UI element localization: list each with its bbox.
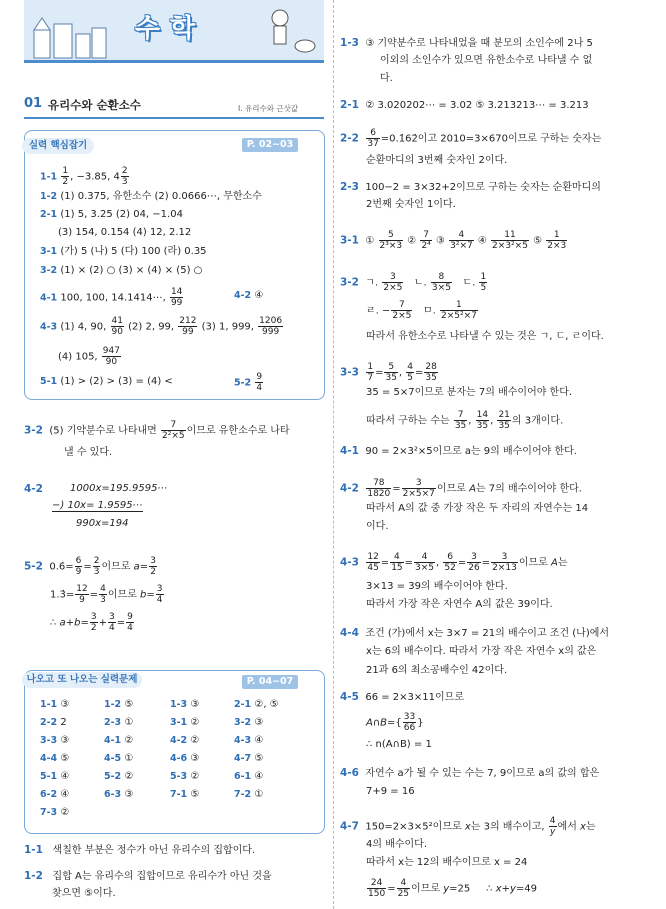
right-3-2-line: 따라서 유한소수로 나타낼 수 있는 것은 ㄱ, ㄷ, ㄹ이다. (366, 331, 604, 342)
core-item: 4-1 100, 100, 14.1414⋯, $\frac{14}{99}$ (40, 287, 183, 308)
practice-answer: 4-6 ③ (170, 753, 200, 764)
right-4-7: 4-7 150=2×3×5²이므로 x는 3의 배수이고, $\frac{4}{y}$ 에서 x는 (340, 816, 596, 837)
solution-5-2-line: ∴ a+b= $\frac{3}{2}$ + $\frac{3}{4}$ = $\frac{9}{4}$ (50, 612, 133, 633)
right-4-7-line: 따라서 x는 12의 배수이므로 x = 24 (366, 857, 528, 868)
core-pages: P. 02~03 (242, 138, 298, 152)
practice-answer: 5-2 ② (104, 771, 134, 782)
right-4-5: 4-5 66 = 2×3×11이므로 (340, 691, 464, 703)
practice-pages: P. 04~07 (242, 675, 298, 689)
right-2-2-line: 순환마디의 3번째 숫자인 2이다. (366, 155, 508, 166)
core-label: 실력 핵심잡기 (22, 138, 94, 154)
right-4-4-line: x는 6의 배수이다. 따라서 가장 작은 자연수 x의 값은 (366, 646, 597, 657)
practice-answer: 1-2 ⑤ (104, 699, 134, 710)
right-3-3: 3-3 $\frac{1}{7}$ = $\frac{5}{35}$ , $\frac{4}{5}$ = $\frac{28}{35}$ (340, 362, 437, 383)
right-3-1: 3-1 ① $\frac{5}{\text{2³×3}}$ ② $\frac{7}{\text{2⁴}}$ ③ $\frac{4}{\text{3²×7}}$ ④ $\frac{11}{\text{2×3²×5}}$ ⑤ $\frac{1}{2\times 3}$ (340, 230, 567, 251)
solution-3-2: 3-2 (5) 기약분수로 나타내면 $\frac{7}{\text{2²×5}}$ 이므로 유한소수로 나타 (24, 420, 290, 441)
right-4-2: 4-2 $\frac{78}{1820}$ = $\frac{3}{2\times 5\times 7}$ 이므로 A는 7의 배수이어야 한다. (340, 478, 582, 499)
practice-answer: 4-4 ⑤ (40, 753, 70, 764)
core-item: 3-1 (가) 5 (나) 5 (다) 100 (라) 0.35 (40, 246, 207, 257)
solution-1-1: 1-1 색칠한 부분은 정수가 아닌 유리수의 집합이다. (24, 844, 256, 856)
practice-label: 나오고 또 나오는 실력문제 (22, 672, 142, 688)
right-3-3-line: 따라서 구하는 수는 $\frac{7}{35}$ , $\frac{14}{35}$ , $\frac{21}{35}$ 의 3개이다. (366, 410, 564, 431)
column-divider (333, 0, 334, 909)
section-title: 유리수와 순환소수 (48, 98, 141, 112)
practice-answer: 7-2 ① (234, 789, 264, 800)
right-4-6: 4-6 자연수 a가 될 수 있는 수는 7, 9이므로 a의 값의 합은 (340, 767, 600, 779)
core-item: 1-1 $\frac{1}{2}$ , −3.85, 4 $\frac{2}{3}$ (40, 166, 128, 187)
right-4-3-line: 따라서 가장 작은 자연수 A의 값은 39이다. (366, 599, 553, 610)
core-item: 5-2 $\frac{9}{4}$ (234, 372, 263, 393)
practice-answer: 4-2 ② (170, 735, 200, 746)
practice-answer: 2-3 ① (104, 717, 134, 728)
solution-4-2-label: 4-2 (24, 483, 43, 495)
kid-dog-illustration (240, 6, 320, 58)
practice-answer: 2-2 2 (40, 717, 67, 728)
practice-answer: 6-3 ③ (104, 789, 134, 800)
right-4-7-line: 4의 배수이다. (366, 839, 428, 850)
right-1-3-line: 이외의 소인수가 있으면 유한소수로 나타낼 수 없 (380, 55, 593, 66)
core-item: (4) 105, $\frac{947}{90}$ (58, 346, 120, 367)
core-item: 2-1 (1) 5, 3.25 (2) 04, −1.04 (40, 209, 183, 220)
solution-1-2: 1-2 집합 A는 유리수의 집합이므로 유리수가 아닌 것을 (24, 870, 272, 882)
core-item: 4-3 (1) 4, 90, $\frac{41}{90}$ (2) 2, 99, $\frac{212}{99}$ (3) 1, 999, $\frac{1206}{999}$ (40, 316, 283, 337)
practice-answer: 6-1 ④ (234, 771, 264, 782)
right-2-1: 2-1 ② 3.020202⋯ = 3.02 ⑤ 3.213213⋯ = 3.213 (340, 99, 589, 111)
practice-answer: 6-2 ④ (40, 789, 70, 800)
solution-3-2-cont: 낼 수 있다. (64, 447, 113, 458)
core-item: 1-2 (1) 0.375, 유한소수 (2) 0.0666⋯, 무한소수 (40, 191, 262, 202)
section-rule (24, 117, 324, 119)
practice-answer: 3-2 ③ (234, 717, 264, 728)
practice-answer: 4-7 ⑤ (234, 753, 264, 764)
right-3-3-line: 35 = 5×7이므로 분자는 7의 배수이어야 한다. (366, 387, 573, 398)
right-2-2: 2-2 $\frac{6}{37}$ =0.1̇62̇이고 2010=3×670이므로 구하는 숫자는 (340, 128, 602, 149)
chapter-label: Ⅰ. 유리수와 근삿값 (238, 104, 299, 113)
practice-answer: 4-3 ④ (234, 735, 264, 746)
right-3-2: 3-2 ㄱ. $\frac{3}{2\times 5}$ ㄴ. $\frac{8}{3\times 5}$ ㄷ. $\frac{1}{5}$ (340, 272, 487, 293)
town-illustration (30, 10, 110, 60)
right-4-6-line: 7+9 = 16 (366, 786, 415, 797)
solution-4-2-line: −) 10x= 1.9595⋯ (52, 500, 143, 511)
practice-answer: 1-3 ③ (170, 699, 200, 710)
practice-answer: 1-1 ③ (40, 699, 70, 710)
right-4-1: 4-1 90 = 2×3²×5이므로 a는 9의 배수이어야 한다. (340, 445, 577, 457)
header-title: 수학 (134, 14, 206, 44)
practice-answer: 5-3 ② (170, 771, 200, 782)
practice-answer: 3-1 ② (170, 717, 200, 728)
solution-5-2: 5-2 0.6̇= $\frac{6}{9}$ = $\frac{2}{3}$ 이므로 a= $\frac{3}{2}$ (24, 556, 156, 577)
right-4-3: 4-3 $\frac{12}{45}$ = $\frac{4}{15}$ = $\frac{4}{3\times 5}$ , $\frac{6}{52}$ = $\frac{3}{26}$ = $\frac{3}{2\times 13}$ 이므로 A는 (340, 552, 568, 573)
right-4-4-line: 21과 6의 최소공배수인 42이다. (366, 665, 508, 676)
right-2-3-line: 2번째 숫자인 1이다. (366, 199, 456, 210)
right-4-5-line: A∩B={ $\frac{33}{66}$ } (366, 712, 424, 733)
core-item: 5-1 (1) > (2) > (3) = (4) < (40, 376, 173, 387)
right-3-2-line: ㄹ. − $\frac{7}{2\times 5}$ ㅁ. $\frac{1}{\text{2×5²×7}}$ (366, 300, 477, 321)
right-4-2-line: 이다. (366, 521, 389, 532)
practice-answer: 7-1 ⑤ (170, 789, 200, 800)
practice-answer: 3-3 ③ (40, 735, 70, 746)
right-4-3-line: 3×13 = 39의 배수이어야 한다. (366, 581, 508, 592)
core-item: (3) 154, 0.154 (4) 12, 2.12 (58, 227, 192, 238)
right-4-4: 4-4 조건 (가)에서 x는 3×7 = 21의 배수이고 조건 (나)에서 (340, 627, 610, 639)
solution-4-2-line: 990x=194 (76, 518, 129, 529)
core-item: 4-2 ④ (234, 290, 264, 301)
solution-4-2-line: 1000x=195.9595⋯ (70, 483, 168, 494)
practice-answer: 5-1 ④ (40, 771, 70, 782)
right-4-5-line: ∴ n(A∩B) = 1 (366, 739, 432, 750)
right-4-2-line: 따라서 A의 값 중 가장 작은 두 자리의 자연수는 14 (366, 503, 589, 514)
practice-answer: 2-1 ②, ⑤ (234, 699, 279, 710)
core-item: 3-2 (1) × (2) ○ (3) × (4) × (5) ○ (40, 265, 203, 276)
right-2-3: 2-3 100−2 = 3×32+2이므로 구하는 숫자는 순환마디의 (340, 181, 601, 193)
solution-5-2-line: 1.3̇= $\frac{12}{9}$ = $\frac{4}{3}$ 이므로 b= $\frac{3}{4}$ (50, 584, 163, 605)
practice-answer: 7-3 ② (40, 807, 70, 818)
practice-answer: 4-1 ② (104, 735, 134, 746)
section-number: 01 (24, 96, 43, 111)
solution-1-2-cont: 찾으면 ⑤이다. (52, 888, 116, 899)
right-1-3: 1-3 ③ 기약분수로 나타내었을 때 분모의 소인수에 2나 5 (340, 37, 593, 49)
right-1-3-line: 다. (380, 73, 393, 84)
practice-answer: 4-5 ① (104, 753, 134, 764)
right-4-7-line: $\frac{24}{150}$ = $\frac{4}{25}$ 이므로 y=25 ∴ x+y=49 (368, 878, 538, 899)
